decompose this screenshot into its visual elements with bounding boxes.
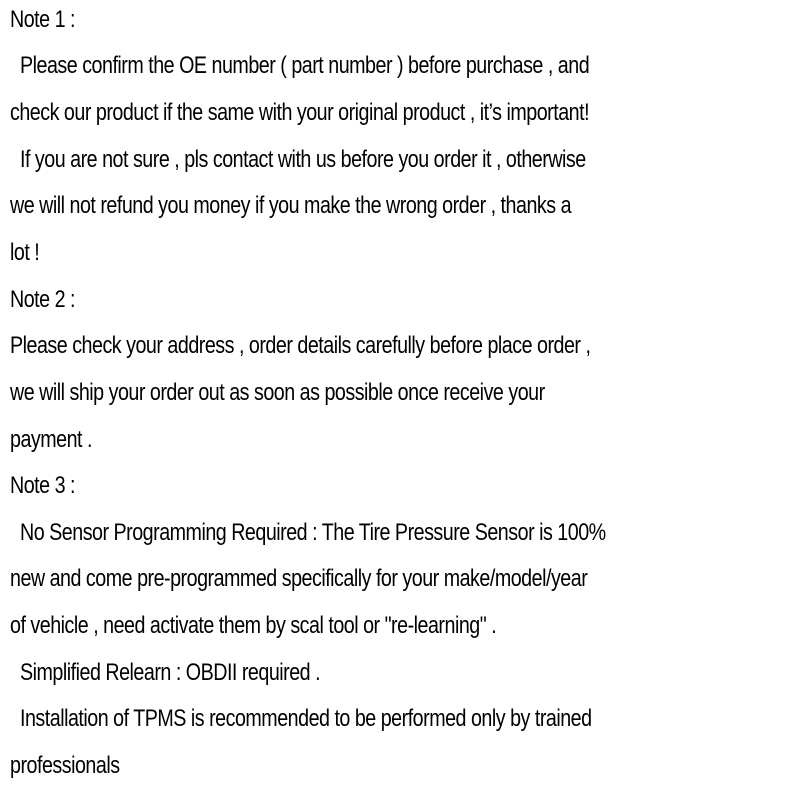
note-2-text-line: we will ship your order out as soon as possible once receive your <box>10 379 545 406</box>
note-3-text-line: professionals <box>10 752 120 779</box>
note-3-text-line: Installation of TPMS is recommended to be performed only by trained <box>20 705 592 732</box>
note-3-text-line: No Sensor Programming Required : The Tire Pressure Sensor is 100% <box>20 519 606 546</box>
note-1-heading: Note 1 : <box>10 6 75 33</box>
note-1-text-line: check our product if the same with your original product , it’s important! <box>10 99 590 126</box>
note-2-text-line: payment . <box>10 426 92 453</box>
note-1-text-line: we will not refund you money if you make the wrong order , thanks a <box>10 192 572 219</box>
note-1-text-line: lot ! <box>10 239 40 266</box>
note-3-heading: Note 3 : <box>10 472 75 499</box>
note-3-text-line: new and come pre-programmed specifically for your make/model/year <box>10 565 588 592</box>
note-2-text-line: Please check your address , order details carefully before place order , <box>10 332 591 359</box>
note-3-text-line: Simplified Relearn : OBDII required . <box>20 659 321 686</box>
note-2-heading: Note 2 : <box>10 286 75 313</box>
note-3-text-line: of vehicle , need activate them by scal tool or "re-learning" . <box>10 612 497 639</box>
note-1-text-line: If you are not sure , pls contact with us before you order it , otherwise <box>20 146 586 173</box>
note-1-text-line: Please confirm the OE number ( part number ) before purchase , and <box>20 52 590 79</box>
